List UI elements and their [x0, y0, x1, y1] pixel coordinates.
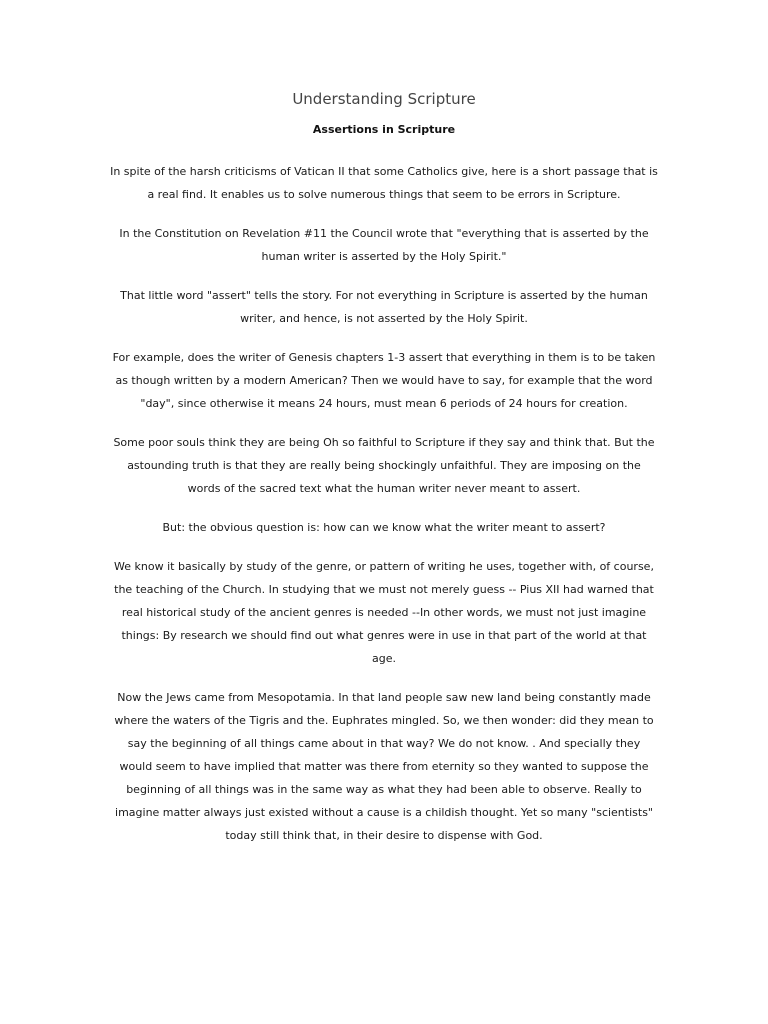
document-subtitle: Assertions in Scripture: [312, 123, 456, 136]
paragraph-8: Now the Jews came from Mesopotamia. In that land people saw new land being constantly made where the waters of the Tigris and the. Euphrates mingled. So, we then wonder: did they mean to say the beginning of all things came about in that way? We do not know. . And specially they would seem to have implied that matter was there from eternity so they wanted to suppose the beginning of all things was in the same way as what they had been able to observe. Really to imagine matter always just existed without a cause is a childish thought. Yet so many "scientists" today still think that, in their desire to dispense with God.: [114, 691, 654, 842]
paragraph-6: But: the obvious question is: how can we know what the writer meant to assert?: [162, 521, 606, 534]
paragraph-5: Some poor souls think they are being Oh so faithful to Scripture if they say and think that. But the astounding truth is that they are really being shockingly unfaithful. They are imposing on the words of the sacred text what the human writer never meant to assert.: [113, 436, 655, 495]
paragraph-1: In spite of the harsh criticisms of Vatican II that some Catholics give, here is a short passage that is a real find. It enables us to solve numerous things that seem to be errors in Scripture.: [110, 165, 658, 201]
paragraph-2: In the Constitution on Revelation #11 the Council wrote that "everything that is asserted by the human writer is asserted by the Holy Spirit.": [119, 227, 649, 263]
paragraph-4: For example, does the writer of Genesis chapters 1-3 assert that everything in them is to be taken as though written by a modern American? Then we would have to say, for example that the word "day", since otherwise it means 24 hours, must mean 6 periods of 24 hours for creation.: [112, 351, 656, 410]
document-body: [110, 160, 658, 863]
document-title: Understanding Scripture: [292, 90, 476, 108]
paragraph-7: We know it basically by study of the genre, or pattern of writing he uses, together with, of course, the teaching of the Church. In studying that we must not merely guess -- Pius XII had warned that real historical study of the ancient genres is needed --In other words, we must not just imagine things: By research we should find out what genres were in use in that part of the world at that age.: [114, 560, 654, 665]
paragraph-3: That little word "assert" tells the story. For not everything in Scripture is asserted by the human writer, and hence, is not asserted by the Holy Spirit.: [120, 289, 648, 325]
